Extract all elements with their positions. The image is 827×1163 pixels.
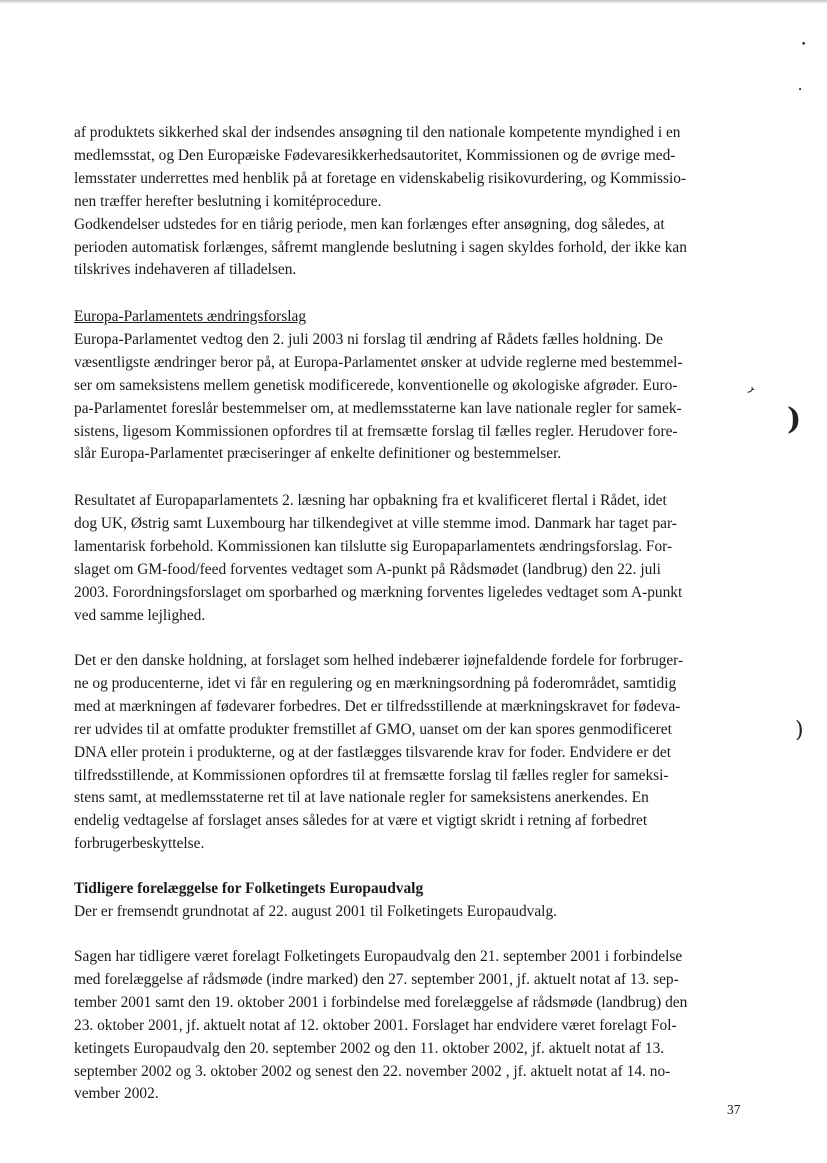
punch-hole-mark: ) [787, 402, 802, 437]
text-line: med at mærkningen af fødevarer forbedres. Det er tilfredsstillende at mærkningskravet for fødeva- [74, 697, 681, 715]
text-line: slaget om GM-food/feed forventes vedtaget som A-punkt på Rådsmødet (landbrug) den 22. juli [74, 560, 661, 578]
scan-speck: • [798, 86, 803, 94]
text-line: tember 2001 samt den 19. oktober 2001 i forbindelse med forelæggelse af rådsmøde (landbrug) den [74, 993, 688, 1011]
text-line: tilskrives indehaveren af tilladelsen. [74, 261, 297, 279]
text-line: perioden automatisk forlænges, såfremt manglende beslutning i sagen skyldes forhold, der ikke kan [74, 238, 687, 256]
text-line: ser om sameksistens mellem genetisk modificerede, konventionelle og økologiske afgrøder. Euro- [74, 376, 678, 394]
paragraph-history [74, 946, 754, 1106]
paragraph-danish-position [74, 650, 754, 856]
text-line: ketingets Europaudvalg den 20. september 2002 og den 11. oktober 2002, jf. aktuelt notat af 13. [74, 1039, 665, 1057]
text-line: forbrugerbeskyttelse. [74, 835, 205, 853]
text-line: ne og producenterne, idet vi får en regulering og en mærkningsordning på foderområdet, samtidig [74, 674, 677, 692]
section-heading: Tidligere forelæggelse for Folketingets Europaudvalg [74, 880, 424, 897]
paragraph-product-safety [74, 122, 754, 282]
text-line: stens samt, at medlemsstaterne ret til at lave nationale regler for sameksistens anerkendes. En [74, 789, 649, 807]
margin-annotation-mark: ﺮ [748, 380, 755, 393]
text-line: Det er den danske holdning, at forslaget som helhed indebærer iøjnefaldende fordele for forbruger- [74, 652, 684, 669]
page-number: 37 [727, 1102, 741, 1117]
scan-speck: • [801, 40, 807, 50]
text-line: slår Europa-Parlamentet præciseringer af enkelte definitioner og bestemmelser. [74, 445, 562, 463]
text-line: af produktets sikkerhed skal der indsendes ansøgning til den nationale kompetente myndighed i en [74, 124, 681, 141]
text-line: rer udvides til at omfatte produkter fremstillet af GMO, uanset om der kan spores genmodificeret [74, 720, 672, 738]
section-prior-submission [74, 878, 754, 924]
text-line: lemsstater underrettes med henblik på at foretage en videnskabelig risikovurdering, og Kommissio- [74, 169, 687, 187]
text-line: tilfredsstillende, at Kommissionen opfordres til at fremsætte forslag til fælles regler for sameksi- [74, 766, 669, 784]
paragraph-result [74, 490, 754, 627]
punch-hole-mark: ) [795, 718, 804, 743]
text-line: 2003. Forordningsforslaget om sporbarhed og mærkning forventes ligeledes vedtaget som A-punkt [74, 583, 683, 601]
text-line: sistens, ligesom Kommissionen opfordres til at fremsætte forslag til fælles regler. Herudover fore- [74, 422, 678, 440]
text-line: 23. oktober 2001, jf. aktuelt notat af 12. oktober 2001. Forslaget har endvidere været forelagt Fol- [74, 1016, 677, 1034]
text-line: endelig vedtagelse af forslaget anses således for at være et vigtigt skridt i retning af forbedret [74, 812, 648, 830]
section-heading: Europa-Parlamentets ændringsforslag [74, 308, 307, 325]
text-line: Europa-Parlamentet vedtog den 2. juli 2003 ni forslag til ændring af Rådets fælles holdning. De [74, 330, 664, 348]
text-line: vember 2002. [74, 1085, 159, 1103]
text-line: Godkendelser udstedes for en tiårig periode, men kan forlænges efter ansøgning, dog således, at [74, 215, 665, 233]
text-line: medlemsstat, og Den Europæiske Fødevaresikkerhedsautoritet, Kommissionen og de øvrige med- [74, 146, 676, 164]
text-line: Der er fremsendt grundnotat af 22. august 2001 til Folketingets Europaudvalg. [74, 902, 557, 920]
scan-top-edge [0, 0, 827, 4]
text-line: Resultatet af Europaparlamentets 2. læsning har opbakning fra et kvalificeret flertal i Rådet, idet [74, 492, 667, 509]
text-line: pa-Parlamentet foreslår bestemmelser om, at medlemsstaterne kan lave nationale regler for samek- [74, 399, 682, 417]
text-line: Sagen har tidligere været forelagt Folketingets Europaudvalg den 21. september 2001 i forbindelse [74, 948, 683, 965]
text-line: september 2002 og 3. oktober 2002 og senest den 22. november 2002 , jf. aktuelt notat af 14. no- [74, 1062, 671, 1080]
text-line: DNA eller protein i produkterne, og at der fastlægges tilsvarende krav for foder. Endvidere er det [74, 743, 672, 761]
text-line: lamentarisk forbehold. Kommissionen kan tilslutte sig Europaparlamentets ændringsforslag. For- [74, 537, 673, 555]
text-line: dog UK, Østrig samt Luxembourg har tilkendegivet at ville stemme imod. Danmark har taget par- [74, 514, 677, 532]
text-line: væsentligste ændringer beror på, at Europa-Parlamentet ønsker at udvide reglerne med bestemmel- [74, 353, 683, 371]
text-line: nen træffer herefter beslutning i komitéprocedure. [74, 192, 382, 210]
section-ep-amendments [74, 306, 754, 466]
text-line: ved samme lejlighed. [74, 606, 206, 624]
text-line: med forelæggelse af rådsmøde (indre marked) den 27. september 2001, jf. aktuelt notat af 13. sep- [74, 970, 679, 988]
